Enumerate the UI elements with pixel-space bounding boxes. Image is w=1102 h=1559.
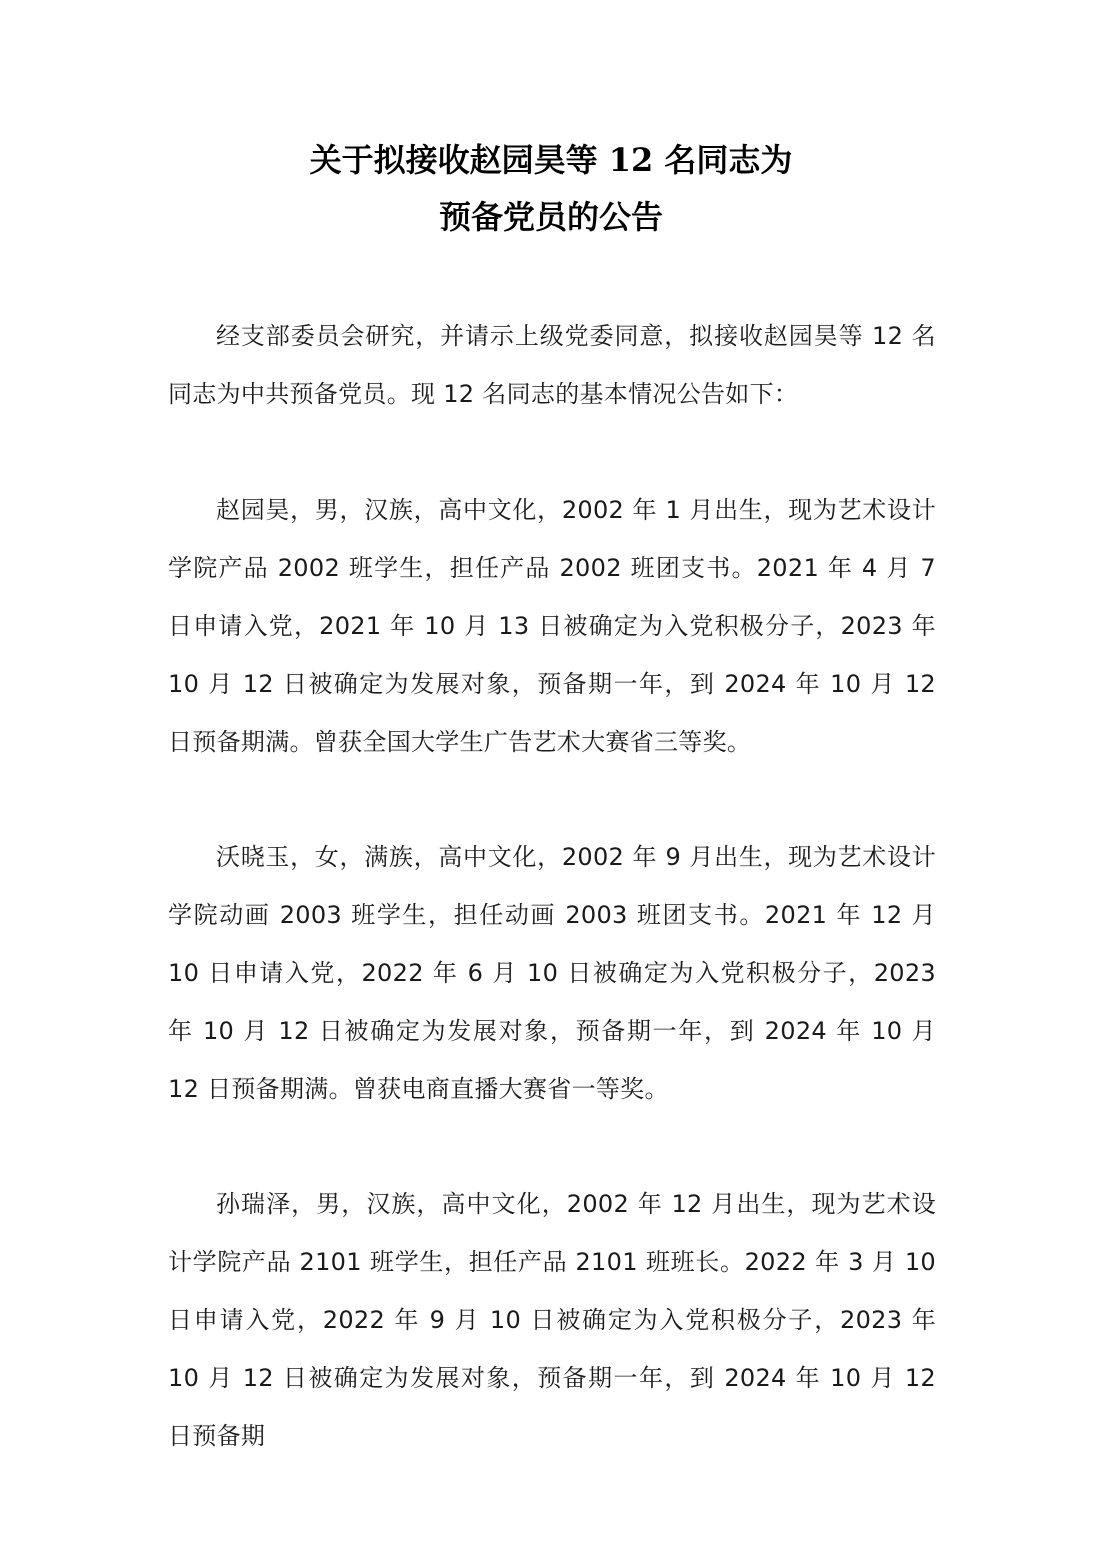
- document-title-line-1: 关于拟接收赵园昊等 12 名同志为: [309, 141, 793, 179]
- document-title-line-2: 预备党员的公告: [438, 198, 663, 236]
- candidate-paragraph-zhao-yuanhao: 赵园昊，男，汉族，高中文化，2002 年 1 月出生，现为艺术设计学院产品 2002 班学生，担任产品 2002 班团支书。2021 年 4 月 7 日申请入党，2021 年 10 月 13 日被确定为入党积极分子，2023 年 10 月 12 日被确定为发展对象，预备期一年，到 2024 年 10 月 12 日预备期满。曾获全国大学生广告艺术大赛省三等奖。: [168, 496, 936, 756]
- candidate-paragraph-wo-xiaoyu: 沃晓玉，女，满族，高中文化，2002 年 9 月出生，现为艺术设计学院动画 2003 班学生，担任动画 2003 班团支书。2021 年 12 月 10 日申请入党，2022 年 6 月 10 日被确定为入党积极分子，2023 年 10 月 12 日被确定为发展对象，预备期一年，到 2024 年 10 月 12 日预备期满。曾获电商直播大赛省一等奖。: [168, 843, 936, 1103]
- intro-paragraph: 经支部委员会研究，并请示上级党委同意，拟接收赵园昊等 12 名同志为中共预备党员。现 12 名同志的基本情况公告如下：: [168, 322, 936, 408]
- candidate-paragraph-sun-ruize: 孙瑞泽，男，汉族，高中文化，2002 年 12 月出生，现为艺术设计学院产品 2101 班学生，担任产品 2101 班班长。2022 年 3 月 10 日申请入党，2022 年 9 月 10 日被确定为入党积极分子，2023 年 10 月 12 日被确定为发展对象，预备期一年，到 2024 年 10 月 12 日预备期: [168, 1190, 936, 1450]
